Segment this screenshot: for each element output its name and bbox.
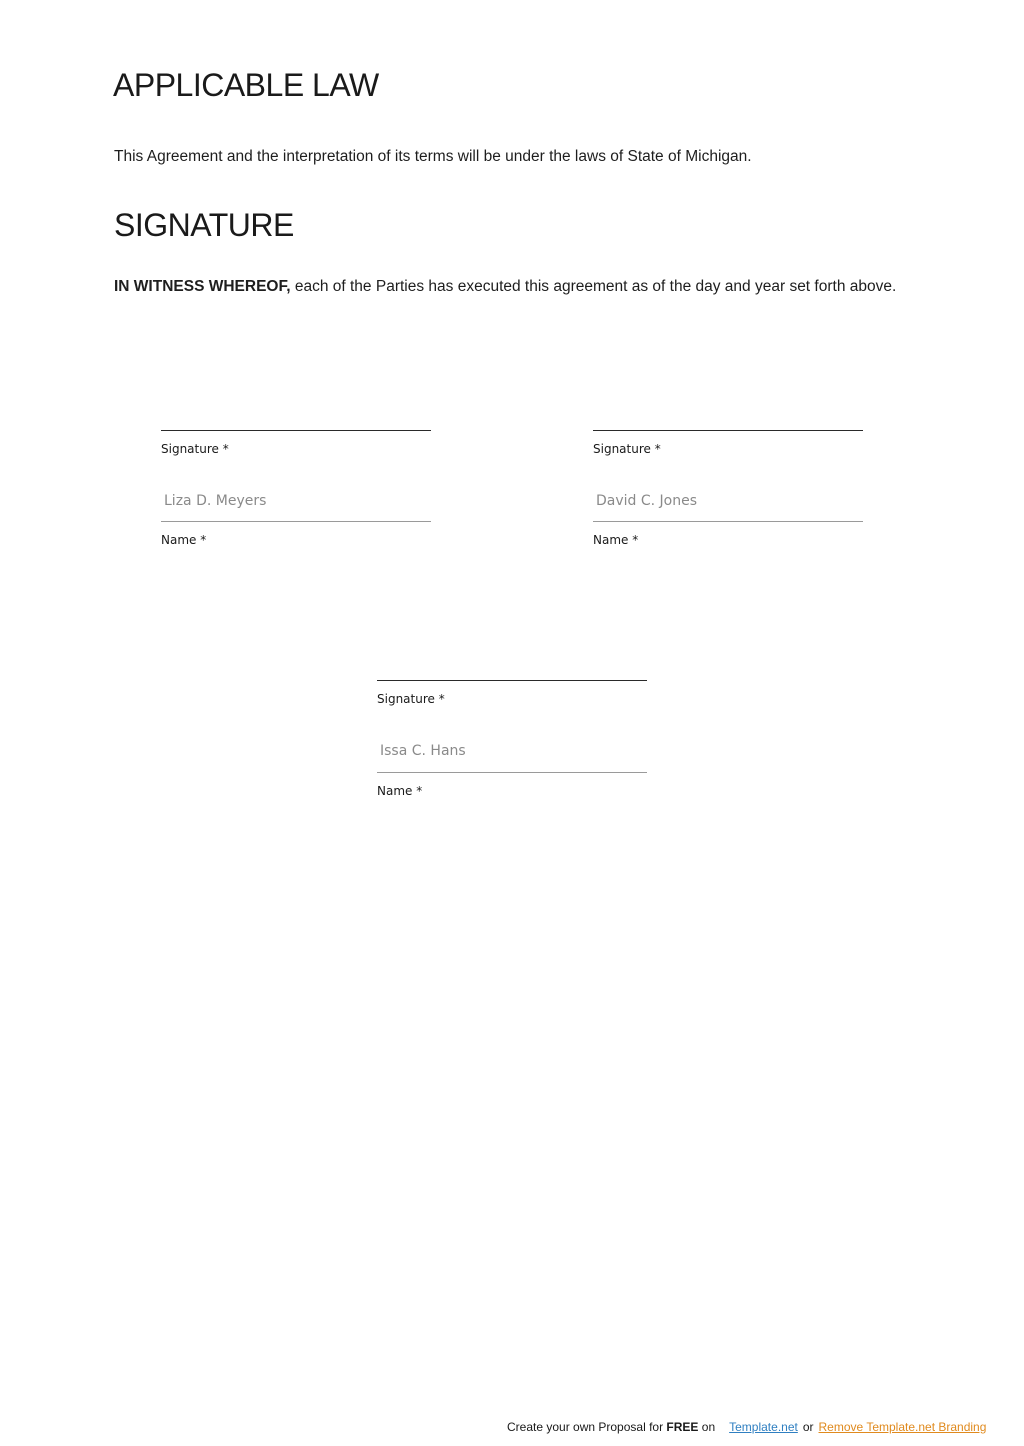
- branding-footer: [507, 1420, 986, 1434]
- signature-line[interactable]: [593, 430, 863, 431]
- name-label: Name *: [377, 784, 423, 798]
- name-field[interactable]: David C. Jones: [596, 493, 698, 509]
- signature-label: Signature *: [161, 442, 229, 456]
- name-line: [161, 521, 431, 522]
- remove-branding-link[interactable]: Remove Template.net Branding: [818, 1420, 987, 1434]
- name-line: [377, 772, 647, 773]
- name-field[interactable]: Issa C. Hans: [380, 743, 466, 759]
- signature-heading: SIGNATURE: [114, 207, 294, 243]
- signature-label: Signature *: [377, 692, 445, 706]
- applicable-law-text: This Agreement and the interpretation of its terms will be under the laws of State of Michigan.: [114, 148, 752, 165]
- signature-line[interactable]: [377, 680, 647, 681]
- witness-bold-text: IN WITNESS WHEREOF,: [114, 278, 291, 295]
- signature-label: Signature *: [593, 442, 661, 456]
- name-line: [593, 521, 863, 522]
- footer-or: or: [802, 1420, 814, 1434]
- footer-prefix: Create your own Proposal for: [507, 1420, 667, 1434]
- signature-line[interactable]: [161, 430, 431, 431]
- name-label: Name *: [593, 533, 639, 547]
- footer-on: on: [698, 1420, 716, 1434]
- applicable-law-heading: APPLICABLE LAW: [113, 67, 379, 103]
- name-field[interactable]: Liza D. Meyers: [164, 493, 267, 509]
- witness-paragraph: [114, 278, 896, 297]
- name-label: Name *: [161, 533, 207, 547]
- template-net-link[interactable]: Template.net: [729, 1420, 798, 1434]
- footer-free: FREE: [666, 1420, 699, 1434]
- witness-text: each of the Parties has executed this agreement as of the day and year set forth above.: [290, 278, 897, 295]
